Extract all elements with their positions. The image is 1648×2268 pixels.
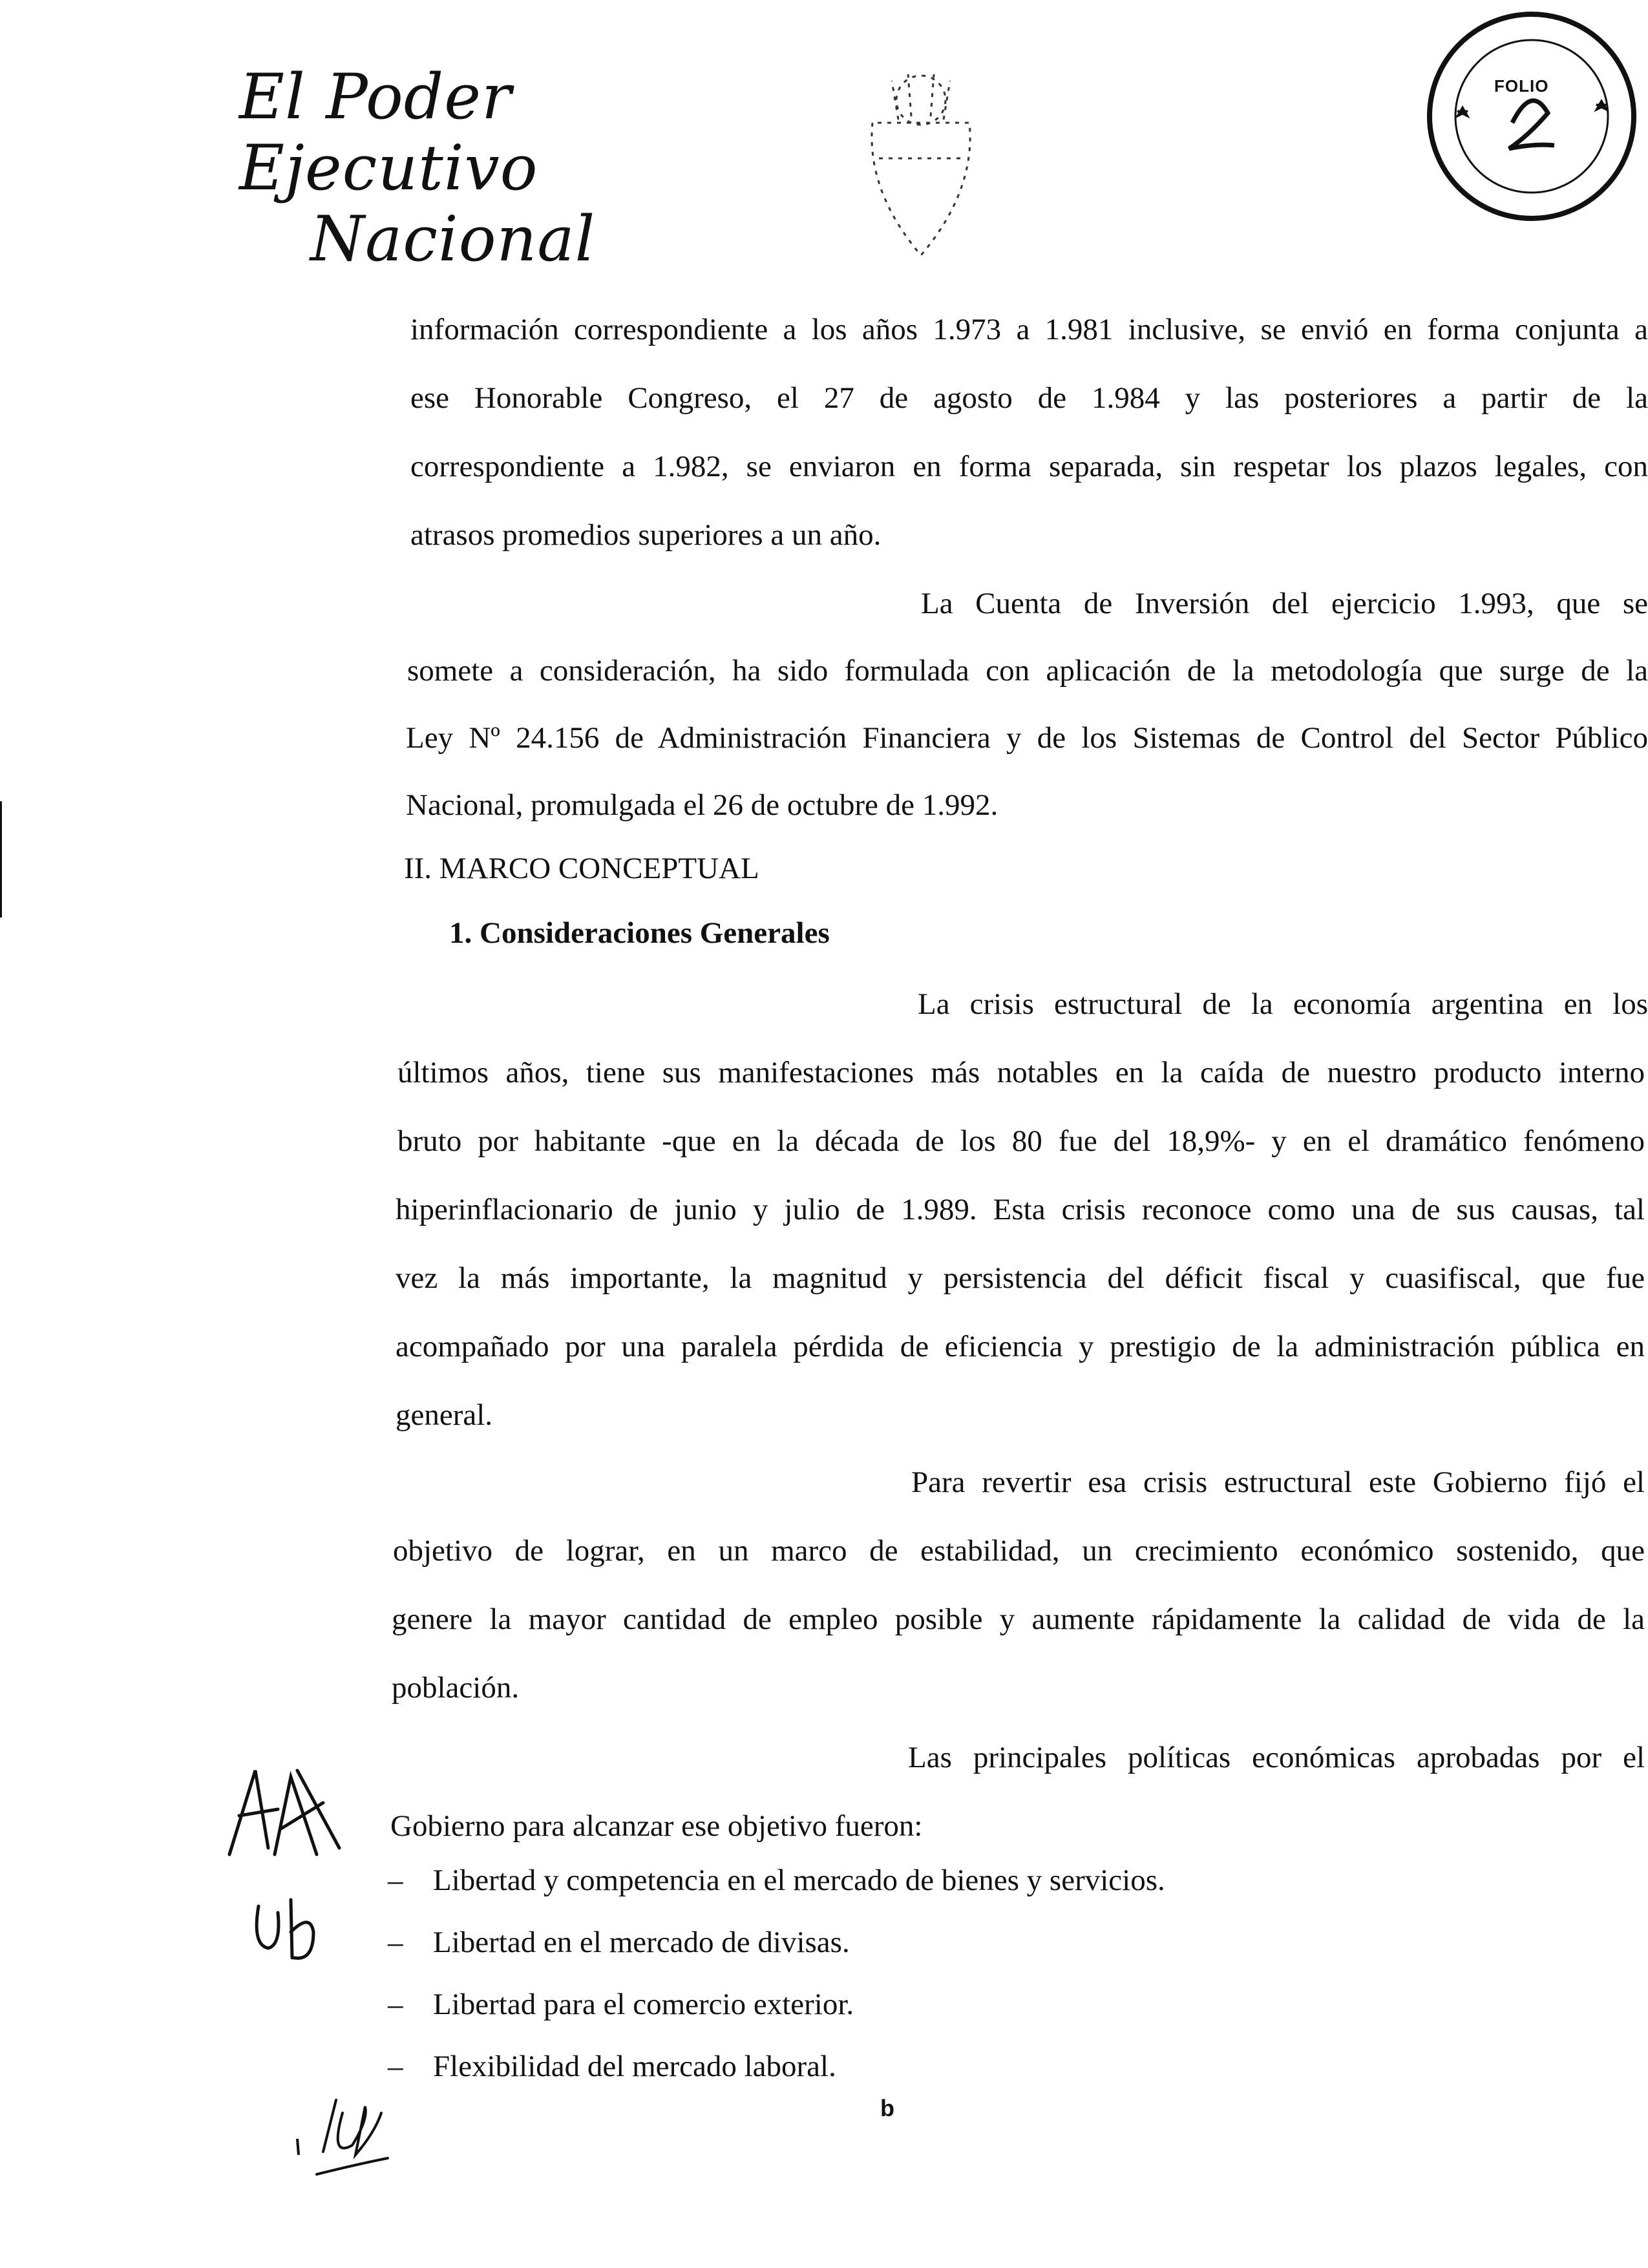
p4-line-4: población. (392, 1671, 520, 1705)
page-letter: b (880, 2095, 894, 2121)
subsection-heading: 1. Consideraciones Generales (449, 916, 830, 950)
p5-line-2: Gobierno para alcanzar ese objetivo fueron: (390, 1809, 923, 1843)
p4-line-1: Para revertir esa crisis estructural este Gobierno fijó el (911, 1465, 1645, 1499)
folio-label: FOLIO (1494, 76, 1549, 96)
bullet-item-3: – Libertad para el comercio exterior. (388, 1988, 854, 2021)
p4-line-3: genere la mayor cantidad de empleo posible y aumente rápidamente la calidad de vida de la (392, 1602, 1645, 1636)
header-logo-text (239, 61, 730, 275)
p1-line-3: correspondiente a 1.982, se enviaron en forma separada, sin respetar los plazos legales, con (410, 450, 1648, 483)
p4-line-2: objetivo de lograr, en un marco de estabilidad, un crecimiento económico sostenido, que (393, 1534, 1645, 1568)
handwritten-initials-3 (291, 2094, 407, 2184)
logo-line-1: El Poder Ejecutivo (239, 61, 538, 204)
p1-line-2: ese Honorable Congreso, el 27 de agosto de 1.984 y las posteriores a partir de la (410, 381, 1648, 415)
p3-line-4: hiperinflacionario de junio y julio de 1.989. Esta crisis reconoce como una de sus causas, tal (396, 1193, 1645, 1226)
p3-line-6: acompañado por una paralela pérdida de eficiencia y prestigio de la administración pública en (396, 1330, 1645, 1363)
logo-line-2: Nacional (310, 203, 596, 275)
bullet-item-2: – Libertad en el mercado de divisas. (388, 1926, 850, 1959)
p1-line-1: información correspondiente a los años 1.973 a 1.981 inclusive, se envió en forma conjunta a (410, 313, 1648, 346)
p2-line-3: Ley Nº 24.156 de Administración Financiera y de los Sistemas de Control del Sector Público (406, 721, 1648, 755)
p1-line-4: atrasos promedios superiores a un año. (410, 518, 882, 552)
p3-line-2: últimos años, tiene sus manifestaciones más notables en la caída de nuestro producto interno (397, 1056, 1645, 1089)
scan-border-line (0, 801, 4, 918)
p3-line-1: La crisis estructural de la economía argentina en los (918, 987, 1648, 1021)
bullet-item-1: – Libertad y competencia en el mercado de bienes y servicios. (388, 1864, 1165, 1897)
p2-line-1: La Cuenta de Inversión del ejercicio 1.993, que se (921, 587, 1648, 620)
p3-line-3: bruto por habitante -que en la década de los 80 fue del 18,9%- y en el dramático fenómeno (397, 1124, 1645, 1158)
bullet-item-4: – Flexibilidad del mercado laboral. (388, 2050, 836, 2083)
coat-of-arms-emblem (853, 61, 989, 262)
p5-line-1: Las principales políticas económicas aprobadas por el (908, 1741, 1645, 1774)
handwritten-signature-1 (220, 1758, 349, 1861)
p3-line-5: vez la más importante, la magnitud y persistencia del déficit fiscal y cuasifiscal, que fue (396, 1261, 1645, 1295)
handwritten-initials-2 (246, 1887, 343, 1971)
folio-stamp (1422, 6, 1642, 226)
p2-line-2: somete a consideración, ha sido formulada con aplicación de la metodología que surge de la (407, 654, 1648, 688)
p3-line-7: general. (396, 1398, 493, 1432)
p2-line-4: Nacional, promulgada el 26 de octubre de 1.992. (406, 788, 998, 822)
section-heading: II. MARCO CONCEPTUAL (404, 852, 759, 885)
